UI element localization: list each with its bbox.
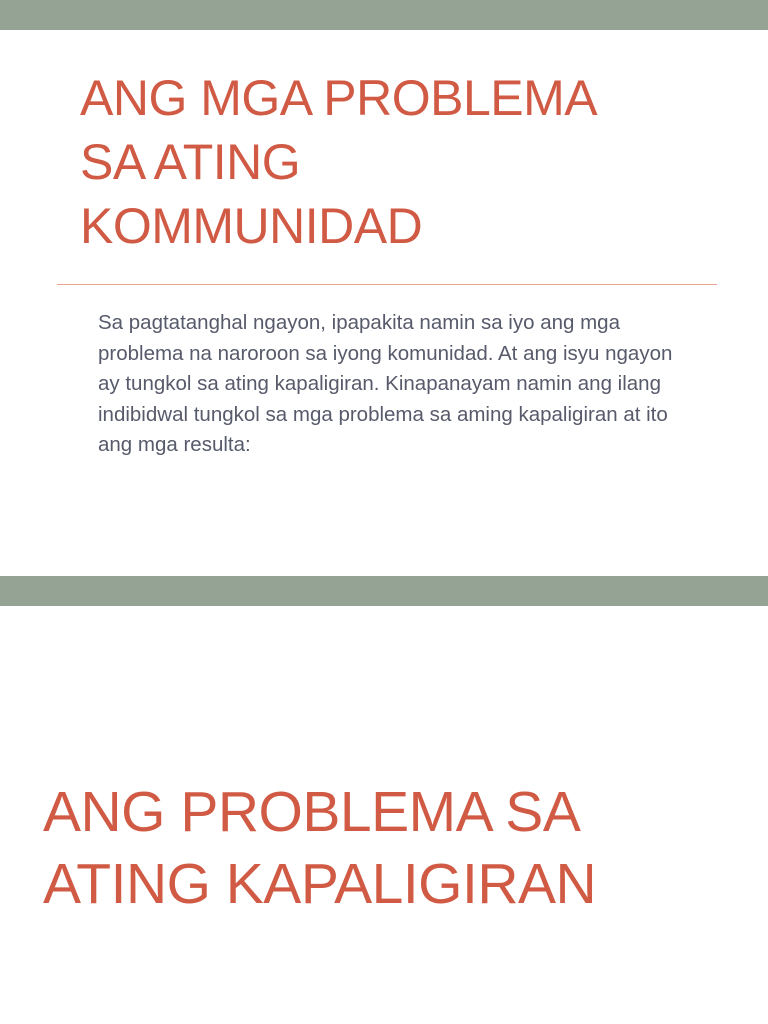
slide-top-bar	[0, 0, 768, 30]
slide-1-title: ANG MGA PROBLEMA SA ATING KOMMUNIDAD	[80, 70, 598, 254]
slide-1-body-text: Sa pagtatanghal ngayon, ipapakita namin sa iyo ang mga problema na naroroon sa iyong komunidad. At ang isyu ngayon ay tungkol sa ating kapaligiran. Kinapanayam namin ang ilang indibidwal tungkol sa mga problema sa aming kapaligiran at ito ang mga resulta:	[98, 311, 673, 456]
title-underline	[57, 284, 717, 285]
slide-divider-bar	[0, 576, 768, 606]
slide-2-title: ANG PROBLEMA SA ATING KAPALIGIRAN	[43, 780, 597, 916]
